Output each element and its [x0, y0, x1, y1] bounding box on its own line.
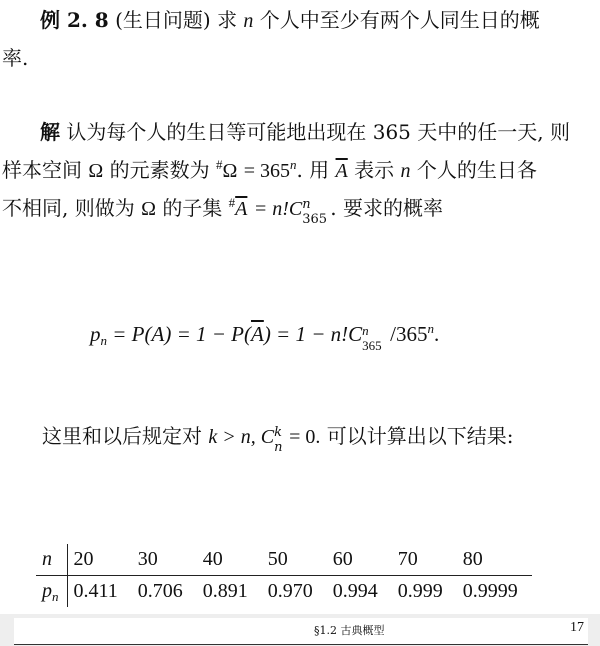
table-cell: 0.891	[202, 580, 248, 602]
table-cell: 70	[392, 544, 457, 576]
example-line-1	[40, 8, 540, 33]
sup: n	[427, 321, 434, 336]
math-text: k > n, C	[208, 426, 275, 448]
table-cell: 0.706	[137, 580, 183, 602]
math-text: = P(A) = 1 − P(	[107, 322, 251, 346]
sub: 365	[302, 212, 328, 227]
var-n: n	[289, 157, 297, 172]
sup-sub	[274, 425, 284, 455]
solution-line-2	[2, 158, 537, 183]
solution-text: 表示	[354, 158, 395, 182]
omega-symbol: Ω	[141, 198, 156, 220]
math-text: .	[434, 322, 440, 346]
solution-line-1	[40, 120, 570, 144]
sub: n	[52, 589, 59, 604]
a-bar: $\overline{A}$	[335, 160, 348, 182]
table-cell: 0.411	[73, 580, 118, 602]
math-text: ) = 1 − n!C	[263, 322, 363, 346]
math-text: = 0.	[284, 426, 321, 448]
table-cell: 60	[327, 544, 392, 576]
math-text: = n!C	[253, 198, 303, 220]
results-table	[36, 544, 532, 607]
solution-text: 不相同, 则做为	[2, 196, 135, 220]
display-formula	[90, 321, 440, 353]
solution-text: 个人的生日各	[416, 158, 537, 182]
math-text: /365	[390, 322, 428, 346]
solution-text: . 用	[296, 158, 330, 182]
table-row-n	[36, 544, 532, 576]
table-cell: 0.9999	[462, 580, 518, 602]
page-number: 17	[570, 620, 584, 635]
p-label: p	[42, 580, 52, 602]
table-cell: 50	[262, 544, 327, 576]
sub: 365	[362, 338, 382, 353]
note-line	[42, 424, 514, 455]
example-text: 求	[217, 8, 238, 32]
row-header-n: n	[36, 544, 67, 576]
table-cell: 20	[67, 544, 132, 576]
math-text: = 365	[243, 160, 290, 182]
table-cell: 40	[197, 544, 262, 576]
solution-label: 解	[40, 120, 60, 144]
note-text: 可以计算出以下结果:	[326, 424, 514, 448]
sub: n	[274, 440, 283, 455]
var-n: n	[400, 160, 411, 182]
sup-sub	[302, 197, 330, 227]
section-title: §1.2 古典概型	[314, 624, 385, 637]
sup: n	[362, 323, 369, 338]
solution-text: 的元素数为	[109, 158, 210, 182]
var-n: n	[243, 10, 254, 32]
table-cell: 0.999	[397, 580, 443, 602]
table-cell: 0.970	[267, 580, 313, 602]
omega-symbol: Ω	[88, 160, 104, 182]
table-cell: 80	[457, 544, 532, 576]
a-bar: $\overline{A}$	[235, 198, 248, 220]
example-line-2	[2, 46, 28, 70]
example-text: 个人中至少有两个人同生日的概	[259, 8, 540, 32]
math-text: p	[90, 322, 101, 346]
solution-text: . 要求的概率	[330, 196, 443, 220]
solution-text: 认为每个人的生日等可能地出现在 365 天中的任一天, 则	[66, 120, 570, 144]
hash-symbol: #	[228, 195, 236, 210]
table-cell: 0.994	[332, 580, 378, 602]
hash-symbol: #	[215, 157, 223, 172]
table-cell: 30	[132, 544, 197, 576]
sup: k	[274, 425, 282, 440]
sub: n	[100, 333, 107, 348]
table-row-p	[36, 576, 532, 608]
solution-text: 样本空间	[2, 158, 82, 182]
solution-text: 的子集	[162, 196, 223, 220]
example-label: 例 2. 8	[40, 8, 109, 32]
omega-symbol: Ω	[222, 160, 238, 182]
sup-sub	[362, 323, 390, 353]
a-bar: $\overline{A}$	[250, 322, 264, 346]
row-header-p	[36, 576, 67, 608]
example-text: 率.	[2, 46, 29, 70]
solution-line-3	[2, 195, 443, 227]
page-header	[14, 618, 588, 645]
sup: n	[302, 197, 311, 212]
note-text: 这里和以后规定对	[42, 424, 202, 448]
example-title: (生日问题)	[115, 8, 211, 32]
